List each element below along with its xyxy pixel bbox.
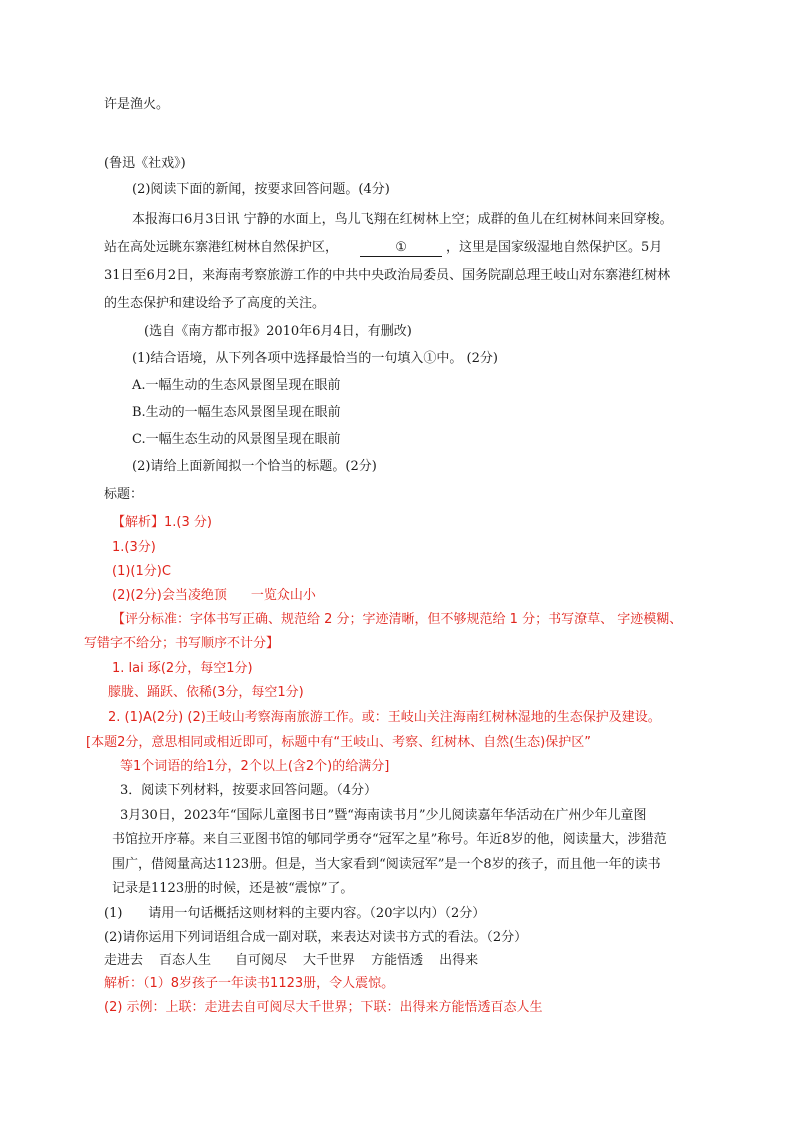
q3-paragraph-3: 围广，借阅量高达1123册。但是，当大家看到“阅读冠军”是一个8岁的孩子，而且他一年的读书 (112, 857, 661, 872)
word-list (104, 952, 478, 970)
answer-1-2 (112, 587, 316, 605)
q3-sub2: (2)请你运用下列词语组合成一副对联，来表达对读书方式的看法。（2分） (104, 930, 528, 945)
word-item: 大千世界 (303, 953, 356, 968)
q3-paragraph-4: 记录是1123册的时候，还是被“震惊”了。 (112, 881, 354, 896)
q3-sub1-text: 请用一句话概括这则材料的主要内容。（20字以内）（2分） (148, 906, 486, 921)
word-item: 方能悟透 (371, 953, 424, 968)
q2-intro: (2)阅读下面的新闻，按要求回答问题。(4分) (132, 182, 390, 197)
scoring-standard-1: 【评分标准：字体书写正确、规范给 2 分；字迹清晰，但不够规范给 1 分；书写潦草、 字迹模糊、 (112, 612, 683, 627)
passage-end: 许是渔火。 (104, 97, 170, 112)
answer-1-1: (1)(1分)C (112, 564, 171, 579)
option-c: C.一幅生态生动的风景图呈现在眼前 (132, 432, 341, 447)
option-a: A.一幅生动的生态风景图呈现在眼前 (132, 378, 341, 393)
fill-blank: ① (360, 240, 442, 257)
word-item: 自可阅尽 (235, 953, 288, 968)
answer-1-2-second: 一览众山小 (250, 588, 316, 603)
title-label: 标题： (104, 487, 144, 502)
news-line-2-start: 站在高处远眺东寨港红树林自然保护区， (104, 240, 339, 255)
word-item: 出得来 (439, 953, 479, 968)
answer-c3: 等1个词语的给1分，2个以上(含2个)的给满分] (120, 759, 390, 774)
answer-1-2-first: (2)(2分)会当凌绝顶 (112, 588, 227, 603)
q2-sub2: (2)请给上面新闻拟一个恰当的标题。(2分) (132, 459, 377, 474)
jiexi-tag: 【解析】 (112, 515, 165, 530)
q3-intro: 3．阅读下列材料，按要求回答问题。（4分） (120, 783, 378, 798)
news-line-2-end: ，这里是国家级湿地自然保护区。5月 (446, 240, 663, 255)
answer-b1: 1. lai 琢(2分，每空1分) (112, 661, 253, 676)
news-line-1: 本报海口6月3日讯 宁静的水面上，鸟儿飞翔在红树林上空；成群的鱼儿在红树林间来回穿梭。 (132, 212, 673, 227)
q3-sub1-number: (1) (104, 906, 123, 921)
word-item: 走进去 (104, 953, 144, 968)
option-b: B.生动的一幅生态风景图呈现在眼前 (132, 405, 341, 420)
source-luxun: (鲁迅《社戏》) (104, 156, 186, 171)
answer-1: 1.(3分) (112, 540, 156, 555)
scoring-standard-2: 写错字不给分；书写顺序不计分】 (84, 636, 280, 651)
q3-sub1 (104, 905, 485, 923)
q3-answer-1: 解析：（1）8岁孩子一年读书1123册，令人震惊。 (104, 976, 395, 991)
q3-answer-2: (2) 示例：上联：走进去自可阅尽大千世界；下联：出得来方能悟透百态人生 (104, 1000, 543, 1015)
answer-c2: [本题2分，意思相同或相近即可，标题中有“王岐山、考察、红树林、自然(生态)保护区” (86, 735, 591, 750)
news-line-4: 的生态保护和建设给予了高度的关注。 (104, 296, 326, 311)
news-source: (选自《南方都市报》2010年6月4日，有删改) (144, 324, 412, 339)
news-line-3: 31日至6月2日，来海南考察旅游工作的中共中央政治局委员、国务院副总理王岐山对东寨港红树林 (104, 268, 671, 283)
answer-c1: 2. (1)A(2分) (2)王岐山考察海南旅游工作。或：王岐山关注海南红树林湿地的生态保护及建设。 (108, 710, 661, 725)
answer-b2: 朦胧、踊跃、依稀(3分，每空1分) (108, 685, 304, 700)
jiexi-line (112, 514, 212, 532)
q2-sub1: (1)结合语境，从下列各项中选择最恰当的一句填入①中。 (2分) (132, 351, 498, 366)
q3-paragraph-1: 3月30日，2023年“国际儿童图书日”暨“海南读书月”少儿阅读嘉年华活动在广州少年儿童图 (120, 808, 647, 823)
q3-paragraph-2: 书馆拉开序幕。来自三亚图书馆的郇同学勇夺“冠军之星”称号。年近8岁的他，阅读量大，涉猎范 (112, 832, 667, 847)
jiexi-rest: 1.(3 分) (164, 515, 212, 530)
word-item: 百态人生 (159, 953, 212, 968)
news-line-2 (104, 239, 662, 257)
